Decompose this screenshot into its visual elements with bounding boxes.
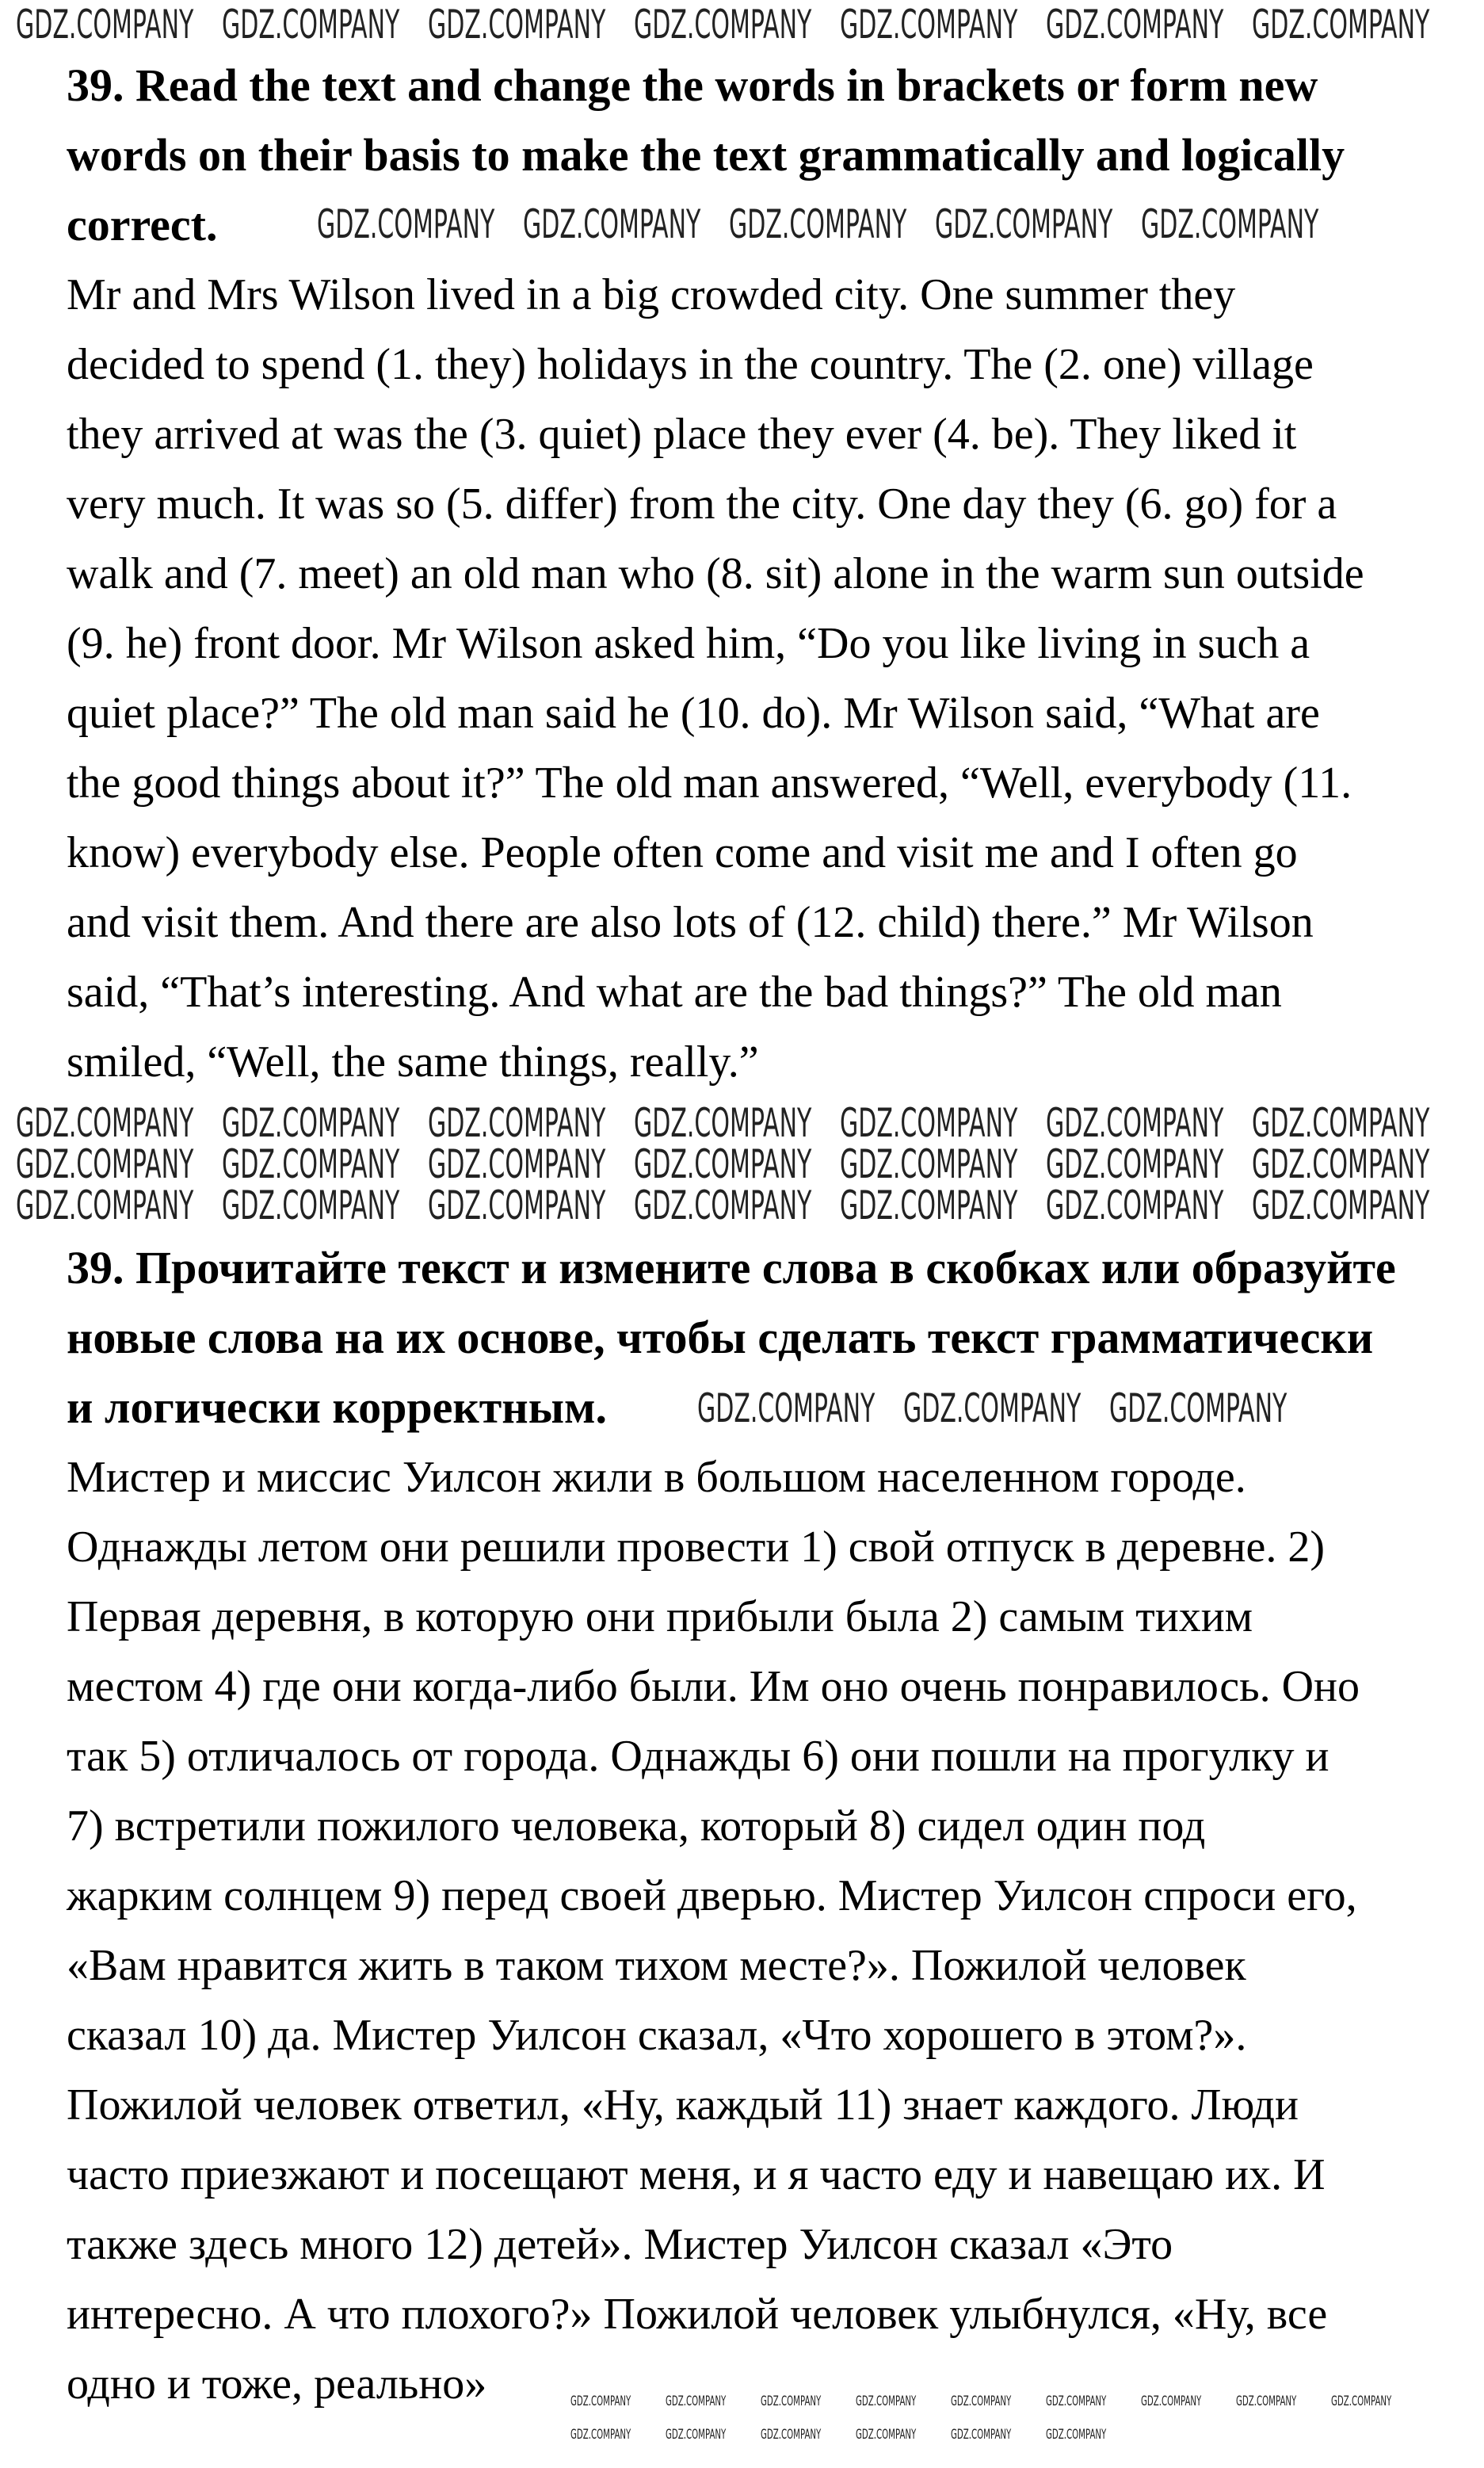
watermark: GDZ.COMPANY (1046, 2394, 1107, 2409)
watermark: GDZ.COMPANY (1252, 1182, 1430, 1228)
watermark: GDZ.COMPANY (428, 2, 606, 48)
watermark: GDZ.COMPANY (666, 2394, 727, 2409)
watermark: GDZ.COMPANY (222, 1182, 400, 1228)
watermark: GDZ.COMPANY (856, 2427, 917, 2443)
watermark: GDZ.COMPANY (1252, 1141, 1430, 1187)
text-line: they arrived at was the (3. quiet) place they ever (4. be). They liked it (67, 410, 1297, 459)
watermark: GDZ.COMPANY (840, 1141, 1018, 1187)
watermark: GDZ.COMPANY (666, 2427, 727, 2443)
watermark: GDZ.COMPANY (428, 1182, 606, 1228)
watermark: GDZ.COMPANY (428, 1141, 606, 1187)
text-line: know) everybody else. People often come and visit me and I often go (67, 828, 1298, 877)
watermark: GDZ.COMPANY (1141, 2394, 1202, 2409)
watermark: GDZ.COMPANY (761, 2427, 822, 2443)
watermark: GDZ.COMPANY (523, 201, 701, 247)
watermark: GDZ.COMPANY (570, 2427, 631, 2443)
watermark: GDZ.COMPANY (222, 2, 400, 48)
watermark: GDZ.COMPANY (951, 2394, 1012, 2409)
text-line: the good things about it?” The old man answered, “Well, everybody (11. (67, 758, 1352, 808)
text-line: часто приезжают и посещают меня, и я часто еду и навещаю их. И (67, 2150, 1326, 2199)
watermark: GDZ.COMPANY (16, 2, 194, 48)
text-line: Однажды летом они решили провести 1) свой отпуск в деревне. 2) (67, 1522, 1326, 1572)
text-line: Пожилой человек ответил, «Ну, каждый 11) знает каждого. Люди (67, 2080, 1299, 2130)
text-line: также здесь много 12) детей». Мистер Уилсон сказал «Это (67, 2220, 1173, 2269)
text-line: decided to spend (1. they) holidays in the country. The (2. one) village (67, 340, 1314, 389)
text-line: words on their basis to make the text grammatically and logically (67, 129, 1345, 181)
watermark: GDZ.COMPANY (1252, 1100, 1430, 1146)
text-line: and visit them. And there are also lots of (12. child) there.” Mr Wilson (67, 898, 1314, 947)
watermark: GDZ.COMPANY (935, 201, 1113, 247)
watermark: GDZ.COMPANY (428, 1100, 606, 1146)
watermark: GDZ.COMPANY (1046, 2, 1224, 48)
watermark: GDZ.COMPANY (1046, 1141, 1224, 1187)
watermark: GDZ.COMPANY (634, 1141, 812, 1187)
watermark: GDZ.COMPANY (634, 1182, 812, 1228)
text-line: жарким солнцем 9) перед своей дверью. Мистер Уилсон спроси его, (67, 1871, 1357, 1920)
text-line: quiet place?” The old man said he (10. do). Mr Wilson said, “What are (67, 689, 1320, 738)
watermark: GDZ.COMPANY (903, 1385, 1082, 1431)
watermark: GDZ.COMPANY (1109, 1385, 1288, 1431)
text-line: very much. It was so (5. differ) from the city. One day they (6. go) for a (67, 479, 1337, 529)
watermark: GDZ.COMPANY (1141, 201, 1319, 247)
watermark: GDZ.COMPANY (16, 1141, 194, 1187)
text-line: новые слова на их основе, чтобы сделать текст грамматически (67, 1312, 1374, 1363)
watermark: GDZ.COMPANY (634, 2, 812, 48)
watermark: GDZ.COMPANY (317, 201, 495, 247)
text-line: так 5) отличалось от города. Однажды 6) они пошли на прогулку и (67, 1732, 1329, 1781)
watermark: GDZ.COMPANY (856, 2394, 917, 2409)
watermark: GDZ.COMPANY (1331, 2394, 1392, 2409)
text-line: интересно. А что плохого?» Пожилой человек улыбнулся, «Ну, все (67, 2290, 1328, 2339)
watermark: GDZ.COMPANY (840, 1182, 1018, 1228)
text-line: 7) встретили пожилого человека, который 8) сидел один под (67, 1801, 1206, 1851)
watermark: GDZ.COMPANY (1046, 1100, 1224, 1146)
watermark: GDZ.COMPANY (634, 1100, 812, 1146)
watermark: GDZ.COMPANY (1252, 2, 1430, 48)
text-line: местом 4) где они когда-либо были. Им оно очень понравилось. Оно (67, 1662, 1360, 1711)
watermark: GDZ.COMPANY (840, 2, 1018, 48)
text-line: «Вам нравится жить в таком тихом месте?». Пожилой человек (67, 1941, 1246, 1990)
watermark: GDZ.COMPANY (16, 1100, 194, 1146)
watermark: GDZ.COMPANY (1236, 2394, 1297, 2409)
watermark: GDZ.COMPANY (951, 2427, 1012, 2443)
text-line: walk and (7. meet) an old man who (8. sit) alone in the warm sun outside (67, 549, 1364, 598)
watermark: GDZ.COMPANY (840, 1100, 1018, 1146)
text-line: одно и тоже, реально» (67, 2359, 487, 2409)
text-line: 39. Read the text and change the words in brackets or form new (67, 59, 1318, 111)
watermark: GDZ.COMPANY (1046, 2427, 1107, 2443)
watermark: GDZ.COMPANY (222, 1100, 400, 1146)
watermark: GDZ.COMPANY (729, 201, 907, 247)
text-line: (9. he) front door. Mr Wilson asked him, “Do you like living in such a (67, 619, 1310, 668)
text-line: Mr and Mrs Wilson lived in a big crowded city. One summer they (67, 270, 1236, 319)
text-line: сказал 10) да. Мистер Уилсон сказал, «Что хорошего в этом?». (67, 2011, 1247, 2060)
watermark: GDZ.COMPANY (222, 1141, 400, 1187)
watermark: GDZ.COMPANY (570, 2394, 631, 2409)
watermark: GDZ.COMPANY (1046, 1182, 1224, 1228)
text-line: said, “That’s interesting. And what are the bad things?” The old man (67, 968, 1282, 1017)
watermark: GDZ.COMPANY (761, 2394, 822, 2409)
watermark: GDZ.COMPANY (16, 1182, 194, 1228)
text-line: correct. (67, 199, 218, 250)
watermark: GDZ.COMPANY (697, 1385, 876, 1431)
russian-task-text (67, 1442, 1360, 2419)
text-line: Первая деревня, в которую они прибыли была 2) самым тихим (67, 1592, 1253, 1641)
text-line: smiled, “Well, the same things, really.” (67, 1037, 759, 1087)
text-line: 39. Прочитайте текст и измените слова в скобках или образуйте (67, 1242, 1396, 1293)
text-line: Мистер и миссис Уилсон жили в большом населенном городе. (67, 1453, 1246, 1502)
english-task-text (67, 260, 1364, 1097)
text-line: и логически корректным. (67, 1381, 607, 1433)
